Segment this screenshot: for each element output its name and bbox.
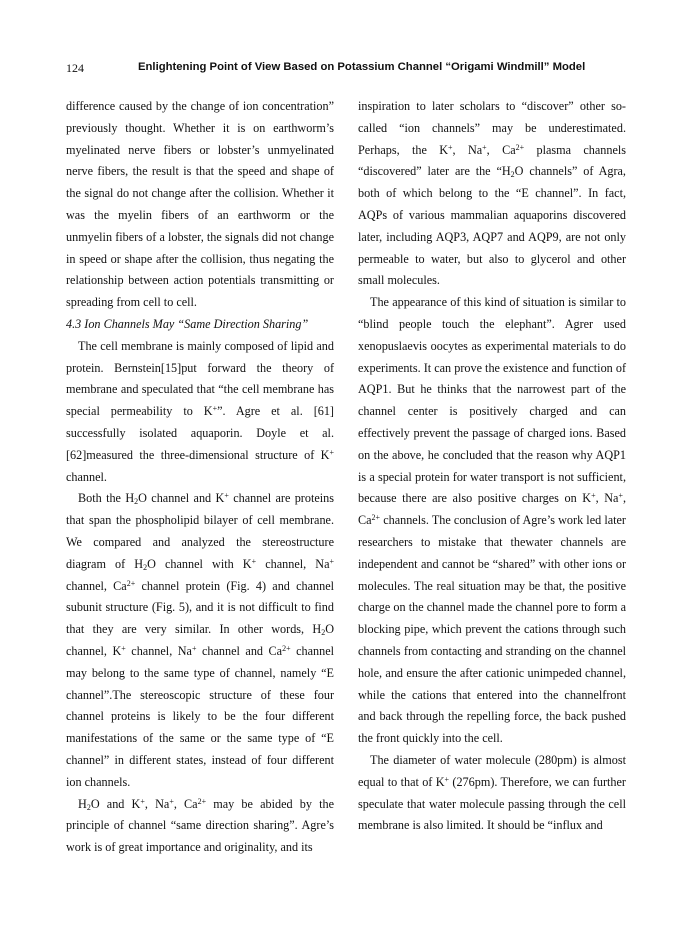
paragraph-continued: inspiration to later scholars to “discover” other so-called “ion channels” may be underestimated. Perhaps, the K+, Na+, $Ca^{2+}$ plasma channels “discovered” later are the “$H_2O$ channels” of Agra, both of which belong to the “E channel”. In fact, AQPs of various mammalian aquaporins discovered later, including AQP3, AQP7 and AQP9, are not only permeable to water, but also to glycerol and other small molecules. [358, 99, 626, 288]
running-title: Enlightening Point of View Based on Potassium Channel “Origami Windmill” Model [138, 61, 586, 73]
paragraph: The appearance of this kind of situation is similar to “blind people touch the elephant”. Agrer used xenopuslaevis oocytes as experimental materials to do experiments. It can prove the existence and function of AQP1. But he thinks that the narrowest part of the channel center is positively charged and can effectively prevent the passage of charged ions. Based on the above, he concluded that the reason why AQP1 is a special protein for water transport is not sufficient, because there are also positive charges on K+, Na+, $Ca^{2+}$ channels. The conclusion of Agre’s work led later researchers to mistake that thewater channels are independent and cannot be “shared” with other ions or molecules. The real situation may be that, the positive charge on the channel made the channel pore to form a blocking pipe, which prevent the cations through such channels from contacting and stranding on the channel hole, and ensure the after cationic unimpeded channel, while the cations that entered into the channelfront and back through the repelling force, the back pushed the front quickly into the cell. [358, 295, 626, 746]
section-heading: 4.3 Ion Channels May “Same Direction Sharing” [66, 316, 309, 331]
paragraph: The cell membrane is mainly composed of lipid and protein. Bernstein[15]put forward the theory of membrane and speculated that “the cell membrane has special permeability to K+”. Agre et al. [61] successfully isolated aquaporin. Doyle et al. [62]measured the three-dimensional structure of K+ channel. [66, 338, 334, 484]
paragraph-continued: difference caused by the change of ion concentration” previously thought. Whether it is on earthworm’s myelinated nerve fibers or lobster’s unmyelinated nerve fibers, the result is that the speed and shape of the signal do not change after the collision. Whether it was the myelin fibers of an earthworm or the unmyelin fibers of a lobster, the signals did not change in speed or shape after the collision, thus negating the relationship between action potentials transmitting or spreading from cell to cell. [66, 99, 334, 310]
paragraph: $H_2O$ and K+, Na+, $Ca^{2+}$ may be abided by the principle of channel “same direction sharing”. Agre’s work is of great importance and originality, and its [66, 796, 335, 855]
left-column [66, 96, 334, 859]
running-header [66, 61, 630, 79]
paragraph: The diameter of water molecule (280pm) is almost equal to that of K+ (276pm). Therefore, we can further speculate that water molecule passing through the cell membrane is also limited. It should be “influx and [358, 752, 626, 833]
right-column [358, 96, 626, 837]
page-number: 124 [66, 61, 84, 75]
paragraph: Both the $H_2O$ channel and K+ channel are proteins that span the phospholipid bilayer of cell membrane. We compared and analyzed the stereostructure diagram of $H_2O$ channel with K+ channel, Na+ channel, $Ca^{2+}$ channel protein (Fig. 4) and channel subunit structure (Fig. 5), and it is not difficult to find that they are very similar. In other words, $H_2O$ channel, K+ channel, Na+ channel and $Ca^{2+}$ channel may belong to the same type of channel, namely “E channel”.The stereoscopic structure of these four channel proteins is likely to be the four different manifestations of the same or the same type of “E channel” in different states, instead of four different ion channels. [66, 491, 335, 789]
